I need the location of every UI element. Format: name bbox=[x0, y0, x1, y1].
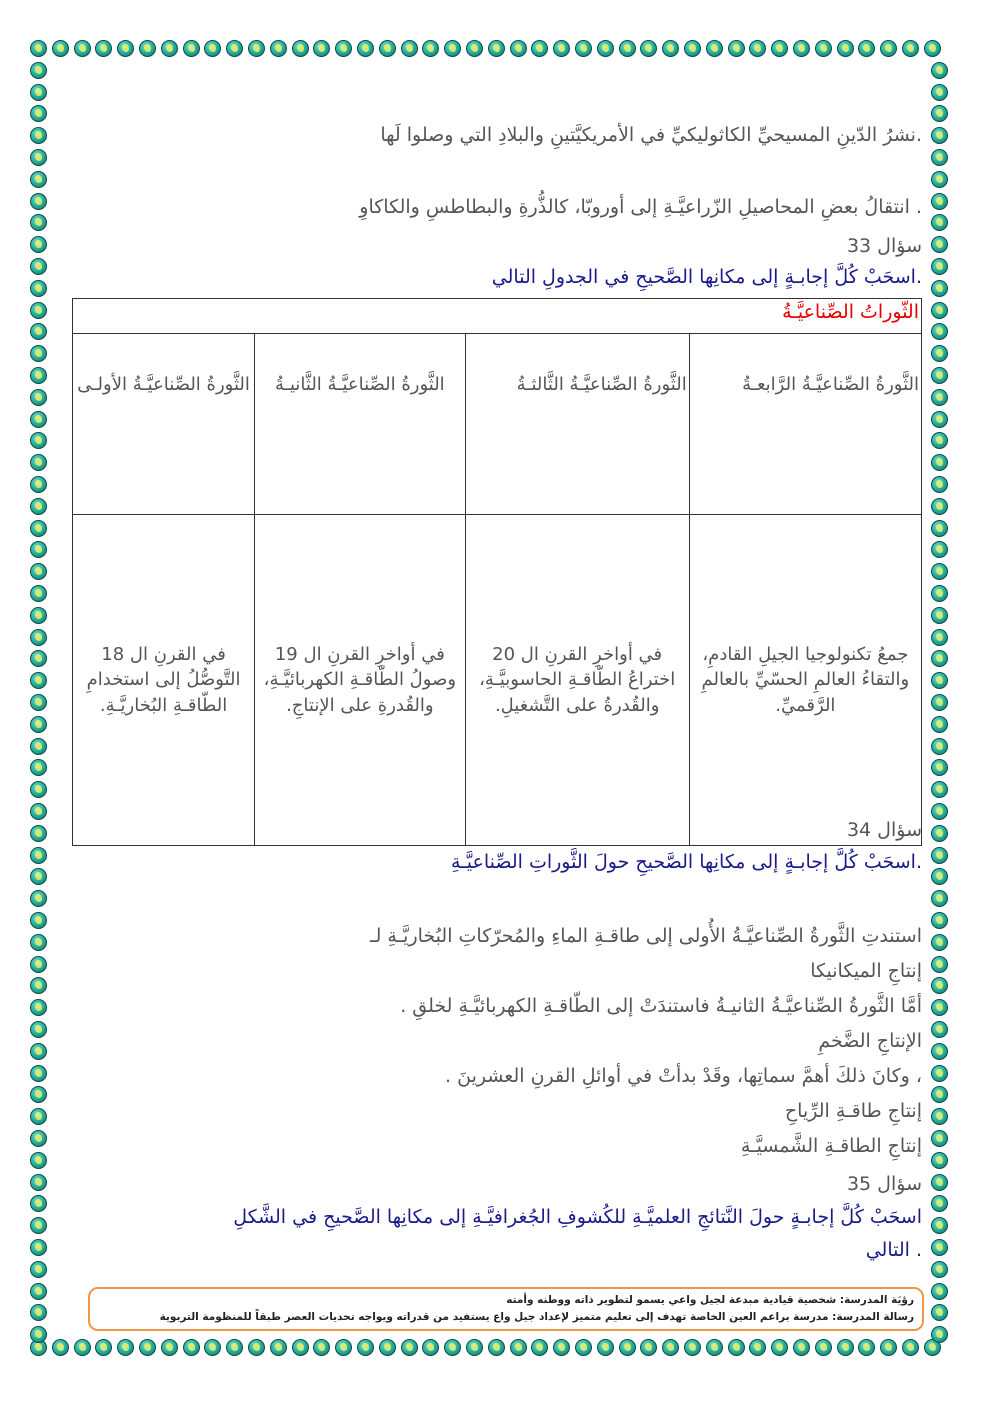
drag-answer-cell[interactable]: جمعُ تكنولوجيا الجيلِ القادمِ، والتقاءُ العالمِ الحسّيِّ بالعالمِ الرَّقميِّ. bbox=[689, 515, 921, 846]
globe-icon bbox=[422, 40, 439, 57]
globe-icon bbox=[30, 105, 47, 122]
globe-icon bbox=[74, 40, 91, 57]
globe-icon bbox=[30, 40, 47, 57]
globe-icon bbox=[30, 454, 47, 471]
globe-icon bbox=[553, 40, 570, 57]
globe-icon bbox=[815, 1339, 832, 1356]
intro-line-2: . انتقالُ بعضِ المحاصيلِ الزّراعيَّـةِ إلى أوروبّا، كالذُّرةِ والبطاطسِ والكاكاوِ bbox=[359, 196, 922, 218]
globe-icon bbox=[95, 40, 112, 57]
table-title: الثّوراتُ الصِّناعيَّـةُ bbox=[73, 299, 922, 334]
globe-icon bbox=[931, 541, 948, 558]
globe-icon bbox=[931, 759, 948, 776]
globe-icon bbox=[837, 40, 854, 57]
header-fourth-revolution: الثَّورةُ الصِّناعيَّـةُ الرَّابعـةُ bbox=[689, 334, 921, 515]
globe-icon bbox=[139, 40, 156, 57]
globe-icon bbox=[931, 716, 948, 733]
q34-answer-option[interactable]: الإنتاجِ الضَّخمِ bbox=[818, 1030, 922, 1052]
globe-icon bbox=[30, 127, 47, 144]
globe-icon bbox=[597, 40, 614, 57]
globe-icon bbox=[422, 1339, 439, 1356]
globe-icon bbox=[931, 171, 948, 188]
globe-icon bbox=[30, 1043, 47, 1060]
globe-icon bbox=[30, 650, 47, 667]
globe-icon bbox=[531, 1339, 548, 1356]
globe-icon bbox=[931, 367, 948, 384]
drag-answer-cell[interactable]: في أواخرِ القرنِ ال 20 اختراعُ الطّاقـةِ الحاسوبيَّـةِ، والقُدرةُ على التَّشغيلِ. bbox=[465, 515, 689, 846]
globe-icon bbox=[662, 1339, 679, 1356]
globe-icon bbox=[30, 738, 47, 755]
drag-answer-cell[interactable]: في القرنِ ال 18 التَّوصُّلُ إلى استخدامِ الطّاقـةِ البُخاريَّـةِ. bbox=[73, 515, 255, 846]
globe-icon bbox=[931, 825, 948, 842]
globe-icon bbox=[771, 40, 788, 57]
globe-icon bbox=[52, 40, 69, 57]
globe-icon bbox=[931, 214, 948, 231]
globe-icon bbox=[931, 345, 948, 362]
globe-icon bbox=[30, 1283, 47, 1300]
globe-icon bbox=[313, 1339, 330, 1356]
globe-icon bbox=[931, 1261, 948, 1278]
globe-icon bbox=[510, 1339, 527, 1356]
q34-answer-option[interactable]: إنتاجِ الطاقـةِ الشَّمسيَّـةِ bbox=[740, 1135, 922, 1157]
question-35-instruction-line2: . التالي bbox=[865, 1239, 922, 1261]
globe-icon bbox=[30, 62, 47, 79]
globe-icon bbox=[931, 62, 948, 79]
globe-icon bbox=[931, 1152, 948, 1169]
globe-icon bbox=[30, 323, 47, 340]
globe-icon bbox=[30, 258, 47, 275]
globe-icon bbox=[931, 912, 948, 929]
question-33-instruction: .اسحَبْ كُلَّ إجابـةٍ إلى مكانِها الصَّحيحِ في الجدولِ التالي bbox=[491, 266, 922, 288]
globe-icon bbox=[466, 40, 483, 57]
globe-icon bbox=[749, 1339, 766, 1356]
globe-icon bbox=[466, 1339, 483, 1356]
globe-icon bbox=[30, 1174, 47, 1191]
globe-icon bbox=[531, 40, 548, 57]
globe-icon bbox=[640, 1339, 657, 1356]
globe-icon bbox=[292, 40, 309, 57]
globe-icon bbox=[931, 1239, 948, 1256]
globe-icon bbox=[30, 541, 47, 558]
globe-icon bbox=[30, 847, 47, 864]
globe-icon bbox=[30, 1108, 47, 1125]
globe-icon bbox=[444, 40, 461, 57]
globe-icon bbox=[575, 40, 592, 57]
globe-icon bbox=[931, 323, 948, 340]
globe-icon bbox=[270, 1339, 287, 1356]
globe-icon bbox=[931, 1065, 948, 1082]
globe-icon bbox=[30, 1086, 47, 1103]
globe-icon bbox=[335, 40, 352, 57]
globe-icon bbox=[357, 40, 374, 57]
globe-icon bbox=[30, 934, 47, 951]
globe-icon bbox=[931, 934, 948, 951]
globe-icon bbox=[30, 868, 47, 885]
globe-icon bbox=[931, 585, 948, 602]
q34-answer-option[interactable]: إنتاجِ الميكانيكا bbox=[810, 960, 922, 982]
q34-statement-2: أمَّا الثَّورةُ الصِّناعيَّـةُ الثانيـةُ فاستندَتْ إلى الطّاقـةِ الكهربائيَّـةِ لخلقِ . bbox=[400, 995, 922, 1017]
globe-icon bbox=[728, 1339, 745, 1356]
globe-icon bbox=[858, 1339, 875, 1356]
globe-icon bbox=[30, 367, 47, 384]
globe-icon bbox=[619, 40, 636, 57]
globe-icon bbox=[793, 40, 810, 57]
globe-icon bbox=[793, 1339, 810, 1356]
question-34-label: سؤال 34 bbox=[846, 819, 922, 841]
globe-icon bbox=[248, 1339, 265, 1356]
globe-icon bbox=[30, 214, 47, 231]
globe-icon bbox=[30, 890, 47, 907]
globe-icon bbox=[379, 1339, 396, 1356]
globe-icon bbox=[931, 1283, 948, 1300]
globe-icon bbox=[335, 1339, 352, 1356]
globe-icon bbox=[139, 1339, 156, 1356]
globe-icon bbox=[931, 1108, 948, 1125]
globe-icon bbox=[931, 1195, 948, 1212]
globe-icon bbox=[30, 193, 47, 210]
globe-icon bbox=[662, 40, 679, 57]
globe-icon bbox=[30, 694, 47, 711]
globe-icon bbox=[510, 40, 527, 57]
globe-icon bbox=[640, 40, 657, 57]
globe-icon bbox=[931, 803, 948, 820]
globe-icon bbox=[931, 411, 948, 428]
globe-icon bbox=[902, 1339, 919, 1356]
globe-icon bbox=[553, 1339, 570, 1356]
globe-icon bbox=[30, 1217, 47, 1234]
globe-icon bbox=[357, 1339, 374, 1356]
globe-icon bbox=[117, 40, 134, 57]
globe-icon bbox=[931, 563, 948, 580]
school-vision: رؤيَة المدرسة: شخصية قيادية مبدعة لجيل واعي يسمو لتطوير ذاته ووطنه وأمته bbox=[506, 1294, 914, 1306]
globe-icon bbox=[30, 84, 47, 101]
globe-icon bbox=[749, 40, 766, 57]
globe-icon bbox=[30, 977, 47, 994]
globe-icon bbox=[444, 1339, 461, 1356]
globe-icon bbox=[30, 956, 47, 973]
globe-icon bbox=[684, 1339, 701, 1356]
globe-icon bbox=[931, 520, 948, 537]
globe-icon bbox=[931, 498, 948, 515]
globe-icon bbox=[931, 1130, 948, 1147]
question-33-label: سؤال 33 bbox=[846, 235, 922, 257]
globe-icon bbox=[30, 236, 47, 253]
globe-icon bbox=[30, 716, 47, 733]
globe-icon bbox=[30, 389, 47, 406]
globe-icon bbox=[728, 40, 745, 57]
globe-icon bbox=[226, 1339, 243, 1356]
globe-icon bbox=[313, 40, 330, 57]
globe-icon bbox=[837, 1339, 854, 1356]
globe-icon bbox=[931, 781, 948, 798]
globe-icon bbox=[30, 149, 47, 166]
globe-icon bbox=[379, 40, 396, 57]
globe-icon bbox=[931, 389, 948, 406]
globe-icon bbox=[815, 40, 832, 57]
globe-icon bbox=[226, 40, 243, 57]
header-first-revolution: الثَّورةُ الصِّناعيَّـةُ الأولـى bbox=[73, 334, 255, 515]
globe-icon bbox=[931, 1174, 948, 1191]
globe-icon bbox=[488, 1339, 505, 1356]
question-35-label: سؤال 35 bbox=[846, 1173, 922, 1195]
globe-icon bbox=[706, 40, 723, 57]
globe-icon bbox=[401, 40, 418, 57]
globe-icon bbox=[931, 738, 948, 755]
globe-icon bbox=[204, 1339, 221, 1356]
globe-icon bbox=[931, 868, 948, 885]
globe-icon bbox=[488, 40, 505, 57]
globe-icon bbox=[30, 629, 47, 646]
globe-icon bbox=[931, 84, 948, 101]
globe-icon bbox=[30, 498, 47, 515]
globe-icon bbox=[931, 607, 948, 624]
globe-icon bbox=[30, 1326, 47, 1343]
globe-icon bbox=[30, 1152, 47, 1169]
globe-icon bbox=[30, 1304, 47, 1321]
globe-icon bbox=[880, 40, 897, 57]
globe-icon bbox=[161, 40, 178, 57]
question-35-instruction-line1: اسحَبْ كُلَّ إجابـةٍ حولَ النَّتائجِ العلميَّـةِ للكُشوفِ الجُغرافيَّـةِ إلى مكانِها الصَّحيحِ في الشَّكلِ bbox=[233, 1206, 922, 1228]
globe-icon bbox=[204, 40, 221, 57]
globe-icon bbox=[931, 890, 948, 907]
globe-icon bbox=[30, 607, 47, 624]
globe-icon bbox=[902, 40, 919, 57]
globe-icon bbox=[931, 1304, 948, 1321]
globe-icon bbox=[30, 1021, 47, 1038]
globe-icon bbox=[30, 1065, 47, 1082]
globe-icon bbox=[30, 520, 47, 537]
globe-icon bbox=[597, 1339, 614, 1356]
drag-answer-cell[interactable]: في أواخرِ القرنِ ال 19 وصولُ الطّاقـةِ الكهربائيَّـةِ، والقُدرةِ على الإنتاجِ. bbox=[255, 515, 466, 846]
globe-icon bbox=[52, 1339, 69, 1356]
globe-icon bbox=[931, 193, 948, 210]
globe-icon bbox=[858, 40, 875, 57]
globe-icon bbox=[931, 672, 948, 689]
globe-icon bbox=[924, 40, 941, 57]
globe-icon bbox=[931, 127, 948, 144]
q34-statement-1: استندتِ الثَّورةُ الصِّناعيَّـةُ الأُولى إلى طاقـةِ الماءِ والمُحرّكاتِ البُخاريَّـةِ لـ bbox=[370, 925, 922, 947]
globe-icon bbox=[771, 1339, 788, 1356]
globe-icon bbox=[30, 1261, 47, 1278]
school-footer-box bbox=[88, 1287, 924, 1331]
globe-icon bbox=[880, 1339, 897, 1356]
globe-icon bbox=[30, 280, 47, 297]
globe-icon bbox=[931, 694, 948, 711]
globe-icon bbox=[931, 1043, 948, 1060]
industrial-revolutions-table bbox=[72, 298, 922, 846]
globe-icon bbox=[931, 149, 948, 166]
globe-icon bbox=[30, 1239, 47, 1256]
globe-icon bbox=[161, 1339, 178, 1356]
globe-icon bbox=[401, 1339, 418, 1356]
globe-icon bbox=[183, 1339, 200, 1356]
globe-icon bbox=[931, 977, 948, 994]
globe-icon bbox=[931, 847, 948, 864]
globe-icon bbox=[30, 759, 47, 776]
globe-icon bbox=[931, 999, 948, 1016]
globe-icon bbox=[931, 454, 948, 471]
globe-icon bbox=[95, 1339, 112, 1356]
globe-icon bbox=[30, 803, 47, 820]
globe-icon bbox=[248, 40, 265, 57]
globe-icon bbox=[931, 258, 948, 275]
globe-icon bbox=[30, 411, 47, 428]
globe-icon bbox=[117, 1339, 134, 1356]
globe-icon bbox=[183, 40, 200, 57]
globe-icon bbox=[575, 1339, 592, 1356]
globe-icon bbox=[931, 650, 948, 667]
globe-icon bbox=[931, 1021, 948, 1038]
globe-icon bbox=[931, 629, 948, 646]
globe-icon bbox=[30, 171, 47, 188]
globe-icon bbox=[30, 476, 47, 493]
globe-icon bbox=[292, 1339, 309, 1356]
globe-icon bbox=[931, 1326, 948, 1343]
header-second-revolution: الثَّورةُ الصِّناعيَّـةُ الثَّانيـةُ bbox=[255, 334, 466, 515]
q34-answer-option[interactable]: إنتاجِ طاقـةِ الرِّياحِ bbox=[784, 1100, 922, 1122]
school-mission: رسالة المدرسة: مدرسة براعم العين الخاصة تهدف إلى تعليم متميز لإعداد جيل واع يستفيد من قدراته ويواجه تحديات العصر طبقاً للمنظومة التربوية bbox=[159, 1311, 914, 1323]
globe-icon bbox=[931, 280, 948, 297]
globe-icon bbox=[30, 432, 47, 449]
globe-icon bbox=[30, 1195, 47, 1212]
globe-icon bbox=[931, 236, 948, 253]
header-third-revolution: الثَّورةُ الصِّناعيَّـةُ الثَّالثـةُ bbox=[465, 334, 689, 515]
globe-icon bbox=[30, 345, 47, 362]
globe-icon bbox=[74, 1339, 91, 1356]
globe-icon bbox=[931, 302, 948, 319]
globe-icon bbox=[30, 781, 47, 798]
globe-icon bbox=[684, 40, 701, 57]
globe-icon bbox=[270, 40, 287, 57]
question-34-instruction: .اسحَبْ كُلَّ إجابـةٍ إلى مكانِها الصَّحيحِ حولَ الثَّوراتِ الصِّناعيَّـةِ bbox=[451, 851, 922, 873]
globe-icon bbox=[30, 1130, 47, 1147]
intro-line-1: .نشرُ الدّينِ المسيحيِّ الكاثوليكيِّ في الأمريكيَّتينِ والبلادِ التي وصلوا لَها bbox=[380, 124, 922, 146]
globe-icon bbox=[30, 825, 47, 842]
globe-icon bbox=[706, 1339, 723, 1356]
globe-icon bbox=[30, 672, 47, 689]
globe-icon bbox=[931, 1217, 948, 1234]
globe-icon bbox=[30, 912, 47, 929]
globe-icon bbox=[30, 563, 47, 580]
globe-icon bbox=[931, 1086, 948, 1103]
globe-icon bbox=[931, 956, 948, 973]
globe-icon bbox=[30, 585, 47, 602]
globe-icon bbox=[931, 105, 948, 122]
globe-icon bbox=[30, 302, 47, 319]
globe-icon bbox=[931, 432, 948, 449]
globe-icon bbox=[619, 1339, 636, 1356]
globe-icon bbox=[931, 476, 948, 493]
globe-icon bbox=[30, 999, 47, 1016]
q34-statement-3: ، وكانَ ذلكَ أهمَّ سماتِها، وقَدْ بدأتْ في أوائلِ القرنِ العشرينَ . bbox=[445, 1065, 922, 1087]
